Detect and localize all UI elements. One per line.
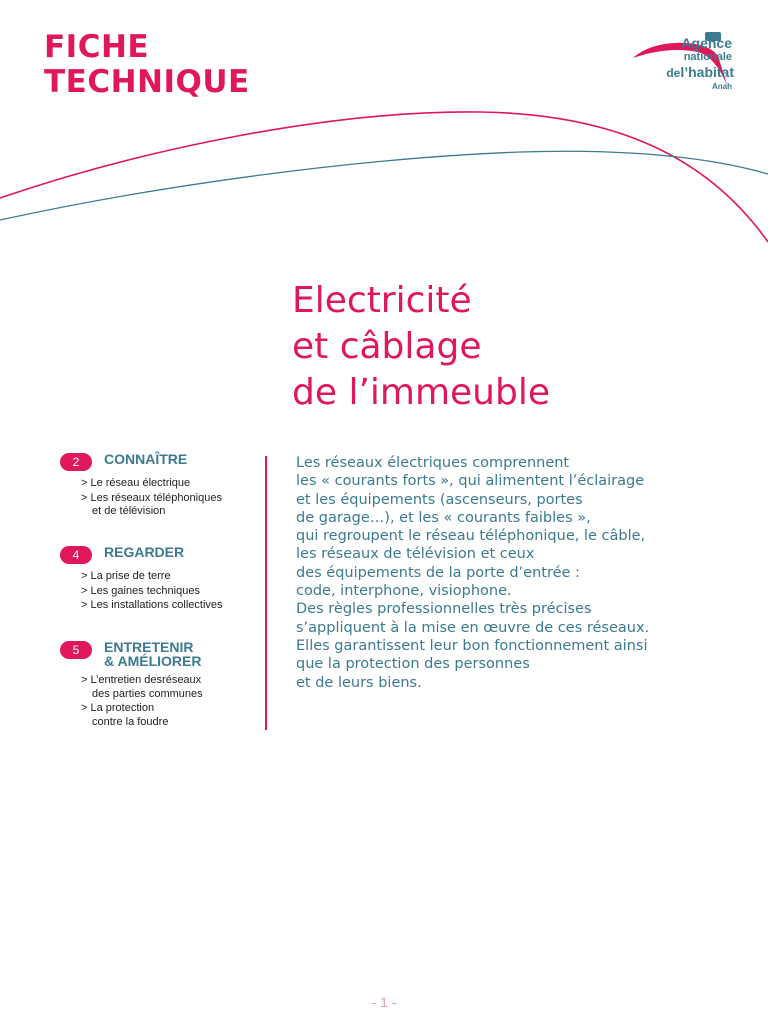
toc-label-line: ENTRETENIR <box>104 639 194 655</box>
toc-item-line: > La protection <box>81 702 155 714</box>
intro-line: Les réseaux électriques comprennent <box>296 455 570 471</box>
toc-number-badge: 5 <box>60 641 92 659</box>
toc-section-label <box>104 545 184 559</box>
toc-label-line: REGARDER <box>104 544 185 560</box>
toc-item-line: > Les réseaux téléphoniques <box>81 491 222 504</box>
toc-item <box>81 570 260 584</box>
intro-line: Des règles professionnelles très précises <box>296 601 592 618</box>
toc-item-line: > Le réseau électrique <box>81 477 191 489</box>
logo-anah: Anah <box>712 82 732 91</box>
toc-section-entretenir <box>60 640 260 730</box>
toc-label-line: & AMÉLIORER <box>104 653 202 669</box>
toc-item-line: contre la foudre <box>92 715 169 728</box>
toc-item <box>81 477 260 491</box>
vertical-divider <box>265 456 267 730</box>
logo-habitat <box>666 65 734 79</box>
toc-section-regarder <box>60 545 260 614</box>
toc-head <box>60 545 260 564</box>
logo-habitat-word: l’habitat <box>680 64 734 80</box>
main-title <box>292 278 550 416</box>
page-number: - 1 - <box>371 994 397 1010</box>
toc-item <box>81 585 260 599</box>
intro-line: et les équipements (ascenseurs, portes <box>296 491 583 508</box>
toc-item <box>81 599 260 613</box>
toc-item-line: des parties communes <box>92 687 203 700</box>
main-title-line-2: et câblage <box>292 326 482 367</box>
title-line-1: FICHE <box>44 29 150 65</box>
main-title-line-1: Electricité <box>292 280 472 321</box>
intro-line: de garage…), et les « courants faibles », <box>296 509 591 526</box>
intro-line: que la protection des personnes <box>296 656 530 673</box>
toc-label-line: CONNAÎTRE <box>104 451 188 467</box>
toc-item-line: > L’entretien desréseaux <box>81 674 202 686</box>
toc-item <box>81 492 260 519</box>
intro-line: code, interphone, visiophone. <box>296 583 512 600</box>
intro-line: des équipements de la porte d’entrée : <box>296 564 580 581</box>
toc-item-list <box>81 477 260 519</box>
logo-de: de <box>666 66 681 80</box>
main-title-line-3: de l’immeuble <box>292 372 550 413</box>
intro-line: les « courants forts », qui alimentent l’éclairage <box>296 473 645 490</box>
title-line-2: TECHNIQUE <box>44 64 250 100</box>
intro-line: qui regroupent le réseau téléphonique, le câble, <box>296 528 646 545</box>
toc-head <box>60 640 260 668</box>
toc-item-line: > Les gaines techniques <box>81 584 200 597</box>
toc-section-connaitre <box>60 452 260 520</box>
toc-item-line: > La prise de terre <box>81 570 171 582</box>
toc-item-list <box>81 674 260 729</box>
toc-number-badge: 4 <box>60 546 92 564</box>
intro-line: et de leurs biens. <box>296 674 422 691</box>
toc-item-list <box>81 570 260 613</box>
toc-item <box>81 702 260 729</box>
intro-line: Elles garantissent leur bon fonctionnement ainsi <box>296 637 648 654</box>
intro-line: s’appliquent à la mise en œuvre de ces réseaux. <box>296 619 650 636</box>
logo-agence: Agence <box>681 35 732 51</box>
intro-paragraph <box>296 454 649 692</box>
toc-number-badge: 2 <box>60 453 92 471</box>
toc-item-line: et de télévision <box>92 505 166 517</box>
toc-head <box>60 452 260 471</box>
intro-line: les réseaux de télévision et ceux <box>296 546 535 563</box>
toc-section-label <box>104 452 187 466</box>
toc-section-label <box>104 640 201 668</box>
toc-item <box>81 674 260 701</box>
logo-nationale: nationale <box>683 51 732 63</box>
toc-item-line: > Les installations collectives <box>81 599 223 611</box>
